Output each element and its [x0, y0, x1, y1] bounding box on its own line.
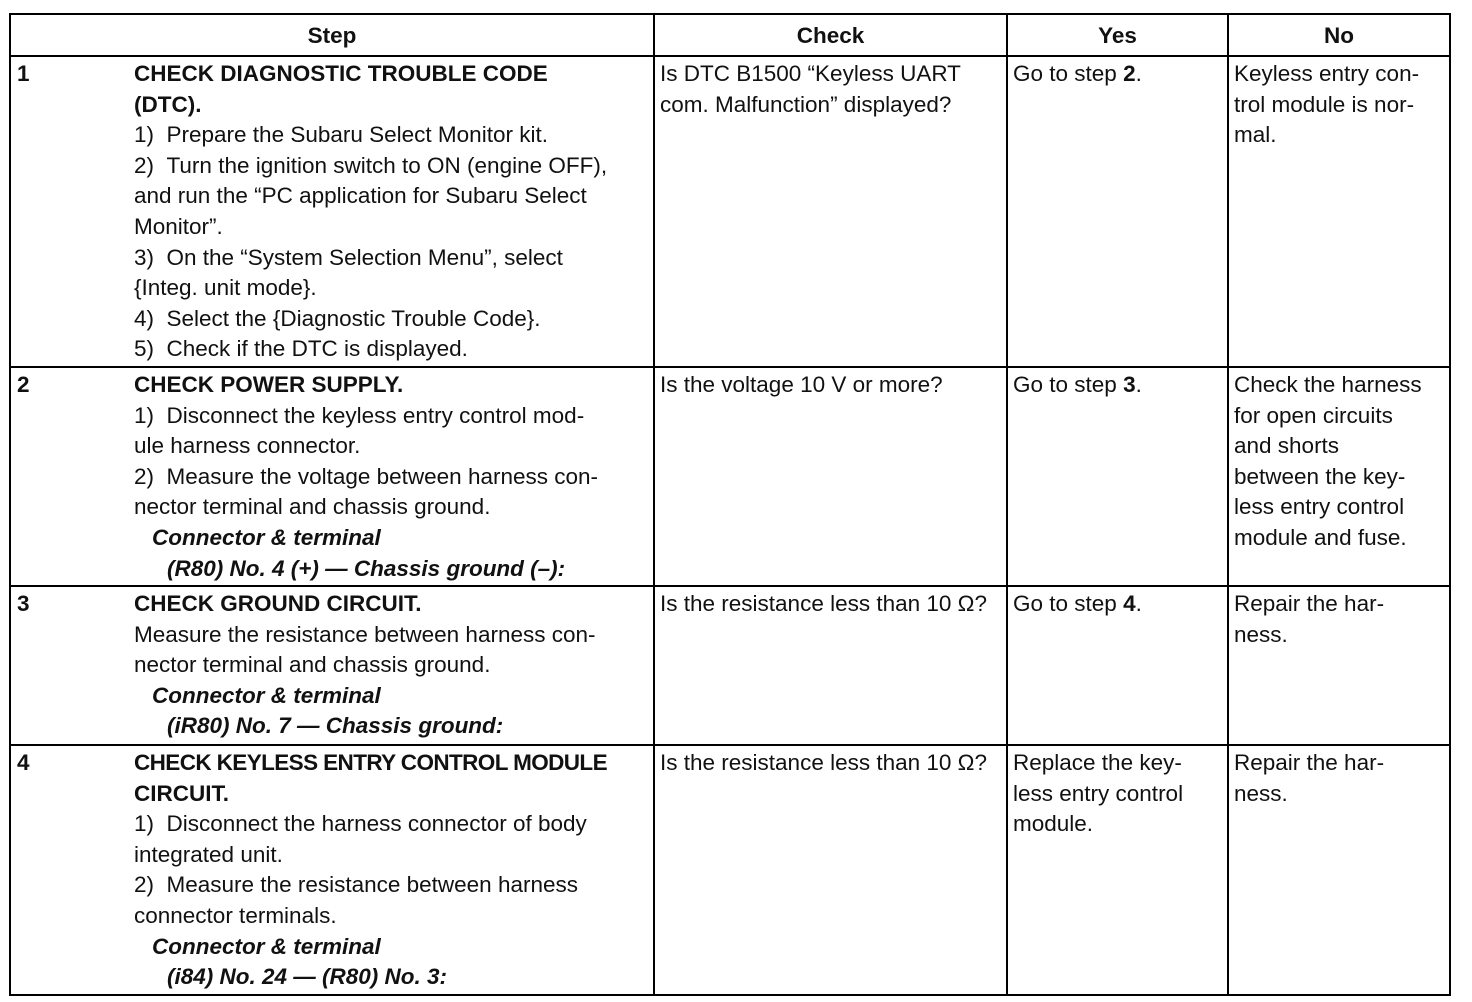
header-yes: Yes — [1007, 14, 1228, 56]
check-text: Is the resistance less than 10 Ω? — [660, 591, 987, 616]
step-title: CHECK KEYLESS ENTRY CONTROL MODULE — [134, 750, 607, 775]
no-text: between the key- — [1234, 463, 1406, 489]
header-step: Step — [10, 14, 654, 56]
terminal-spec: (i84) No. 24 — (R80) No. 3: — [167, 964, 448, 990]
step-instruction: {Integ. unit mode}. — [134, 275, 317, 301]
no-text: Repair the har- — [1234, 591, 1385, 616]
yes-text: Replace the key- — [1013, 750, 1182, 775]
table-row — [10, 367, 1450, 586]
yes-cell — [1007, 745, 1228, 995]
table-row — [10, 745, 1450, 995]
step-number: 2 — [17, 372, 30, 397]
terminal-spec: (iR80) No. 7 — Chassis ground: — [167, 713, 504, 739]
no-text: and shorts — [1234, 433, 1340, 459]
yes-cell — [1007, 367, 1228, 586]
step-cell — [10, 745, 654, 995]
yes-suffix: . — [1135, 591, 1142, 616]
step-instruction: 2) Measure the voltage between harness con- — [134, 463, 599, 489]
step-number: 3 — [17, 591, 30, 616]
step-cell — [10, 586, 654, 745]
step-cell — [10, 56, 654, 367]
connector-label: Connector & terminal — [152, 933, 381, 959]
no-cell — [1228, 56, 1450, 367]
step-instruction: connector terminals. — [134, 902, 337, 928]
step-instruction: nector terminal and chassis ground. — [134, 652, 491, 678]
step-title: CHECK GROUND CIRCUIT. — [134, 591, 422, 616]
terminal-spec: (R80) No. 4 (+) — Chassis ground (–): — [167, 555, 566, 581]
no-cell — [1228, 586, 1450, 745]
check-cell — [654, 56, 1007, 367]
no-text: ness. — [1234, 780, 1288, 806]
table-row — [10, 56, 1450, 367]
step-instruction: Monitor”. — [134, 213, 223, 239]
check-text: Is DTC B1500 “Keyless UART — [660, 61, 961, 86]
step-number: 4 — [17, 750, 30, 775]
step-instruction: integrated unit. — [134, 841, 283, 867]
yes-cell — [1007, 56, 1228, 367]
check-text: Is the voltage 10 V or more? — [660, 372, 943, 397]
step-instruction: 4) Select the {Diagnostic Trouble Code}. — [134, 305, 541, 331]
step-title: CHECK POWER SUPPLY. — [134, 372, 404, 397]
no-cell — [1228, 367, 1450, 586]
step-cell — [10, 367, 654, 586]
yes-text: Go to step — [1013, 372, 1124, 397]
header-row — [10, 14, 1450, 56]
table-row — [10, 586, 1450, 745]
yes-step-number: 2 — [1123, 61, 1136, 86]
step-body — [134, 59, 647, 365]
no-text: Keyless entry con- — [1234, 61, 1420, 86]
step-title: (DTC). — [134, 91, 202, 117]
no-text: trol module is nor- — [1234, 91, 1415, 117]
yes-step-number: 3 — [1123, 372, 1136, 397]
no-text: Check the harness — [1234, 372, 1422, 397]
header-no: No — [1228, 14, 1450, 56]
step-number: 1 — [17, 61, 30, 86]
step-body — [134, 748, 647, 993]
no-text: Repair the har- — [1234, 750, 1385, 775]
yes-text: Go to step — [1013, 591, 1124, 616]
yes-step-number: 4 — [1123, 591, 1136, 616]
step-title: CIRCUIT. — [134, 780, 229, 806]
check-cell — [654, 367, 1007, 586]
step-body — [134, 589, 647, 742]
yes-text: Go to step — [1013, 61, 1124, 86]
step-instruction: 1) Disconnect the keyless entry control mod- — [134, 402, 585, 428]
no-text: module and fuse. — [1234, 524, 1407, 550]
step-title: CHECK DIAGNOSTIC TROUBLE CODE — [134, 61, 548, 86]
step-instruction: ule harness connector. — [134, 433, 361, 459]
yes-suffix: . — [1135, 61, 1142, 86]
step-instruction: nector terminal and chassis ground. — [134, 494, 491, 520]
check-cell — [654, 745, 1007, 995]
yes-text: module. — [1013, 811, 1094, 837]
step-instruction: Measure the resistance between harness con- — [134, 621, 596, 647]
yes-cell — [1007, 586, 1228, 745]
step-instruction: 2) Turn the ignition switch to ON (engine OFF), — [134, 152, 608, 178]
check-text: Is the resistance less than 10 Ω? — [660, 750, 987, 775]
step-instruction: and run the “PC application for Subaru Select — [134, 183, 587, 209]
yes-text: less entry control — [1013, 780, 1184, 806]
step-body — [134, 370, 647, 584]
no-cell — [1228, 745, 1450, 995]
step-instruction: 1) Prepare the Subaru Select Monitor kit. — [134, 122, 548, 148]
check-cell — [654, 586, 1007, 745]
step-instruction: 2) Measure the resistance between harness — [134, 872, 578, 898]
no-text: ness. — [1234, 621, 1288, 647]
no-text: mal. — [1234, 122, 1277, 148]
connector-label: Connector & terminal — [152, 524, 381, 550]
no-text: for open circuits — [1234, 402, 1393, 428]
header-check: Check — [654, 14, 1007, 56]
step-instruction: 3) On the “System Selection Menu”, select — [134, 244, 563, 270]
no-text: less entry control — [1234, 494, 1405, 520]
step-instruction: 1) Disconnect the harness connector of body — [134, 811, 587, 837]
yes-suffix: . — [1135, 372, 1142, 397]
check-text: com. Malfunction” displayed? — [660, 91, 952, 117]
connector-label: Connector & terminal — [152, 682, 381, 708]
step-instruction: 5) Check if the DTC is displayed. — [134, 336, 468, 362]
diagnostic-table — [9, 13, 1451, 996]
